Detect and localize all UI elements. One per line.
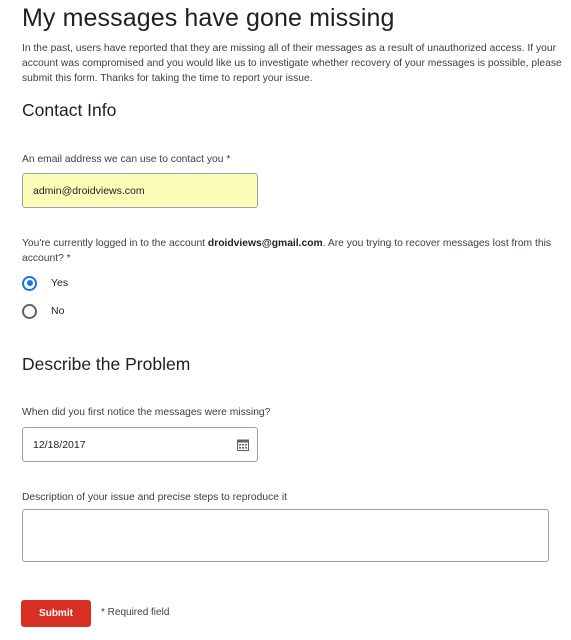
radio-option-no[interactable]	[22, 302, 64, 320]
intro-text: In the past, users have reported that they are missing all of their messages as a result of unauthorized access. If your account was compromised and you would like us to investigate whether recovery of your messages is possible, please submit this form. Thanks for taking the time to report your issue.	[22, 43, 562, 84]
date-field[interactable]	[22, 427, 258, 462]
contact-info-heading: Contact Info	[22, 100, 117, 120]
description-textarea[interactable]	[22, 509, 549, 562]
description-label: Description of your issue and precise steps to reproduce it	[22, 492, 287, 503]
email-label: An email address we can use to contact you *	[22, 154, 231, 165]
account-question	[22, 236, 557, 266]
email-field[interactable]: admin@droidviews.com	[22, 173, 258, 208]
radio-option-yes[interactable]	[22, 274, 68, 292]
date-value: 12/18/2017	[33, 438, 86, 451]
date-label: When did you first notice the messages were missing?	[22, 407, 271, 418]
calendar-icon[interactable]	[237, 439, 249, 451]
submit-button[interactable]: Submit	[21, 600, 91, 627]
radio-label-no: No	[51, 305, 65, 317]
radio-label-yes: Yes	[51, 277, 69, 289]
page-title: My messages have gone missing	[22, 4, 395, 32]
radio-button-yes[interactable]	[22, 276, 37, 291]
required-field-note: * Required field	[101, 607, 170, 618]
account-question-suffix: . Are you trying to recover messages lost from this account? *	[22, 238, 552, 264]
account-email: droidviews@gmail.com	[207, 238, 323, 249]
describe-problem-heading: Describe the Problem	[22, 354, 191, 374]
account-question-prefix: You're currently logged in to the account	[22, 238, 208, 249]
radio-button-no[interactable]	[22, 304, 37, 319]
